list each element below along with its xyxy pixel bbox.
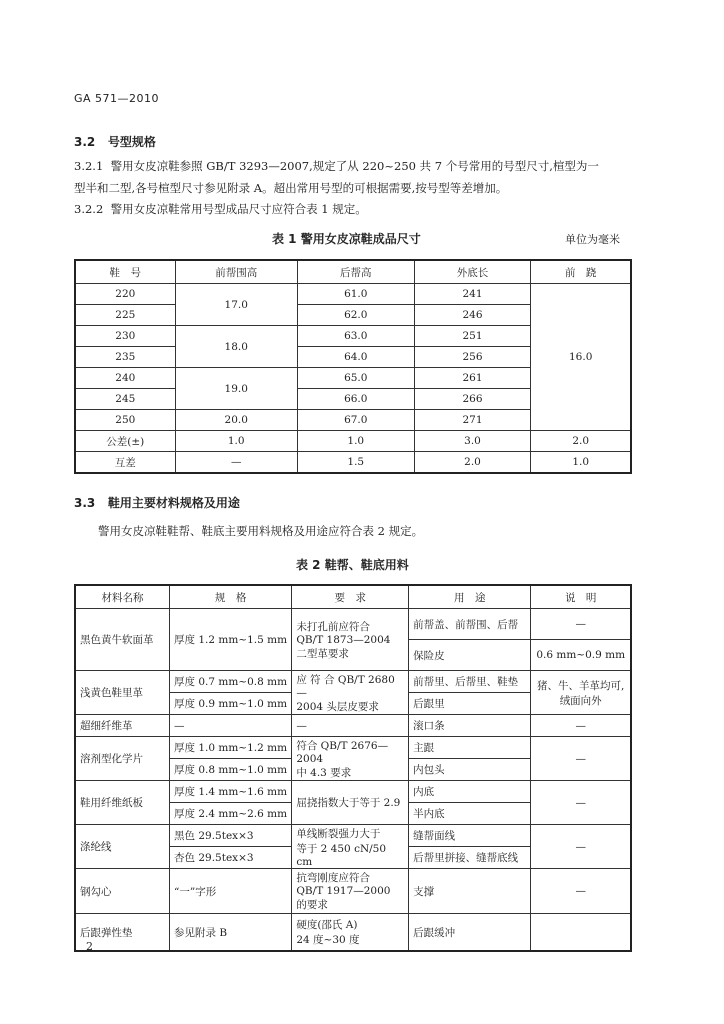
- mutual-cell: 1.0: [531, 452, 631, 474]
- col-header: 材料名称: [75, 585, 170, 609]
- mutual-cell: 1.5: [297, 452, 414, 474]
- clause-text: 警用女皮凉鞋参照 GB/T 3293—2007,规定了从 220~250 共 7 个号常用的号型尺寸,楦型为一: [110, 159, 599, 173]
- table1-caption: 表 1 警用女皮凉鞋成品尺寸: [272, 232, 421, 246]
- use-cell: 后跟缓冲: [409, 914, 531, 952]
- col-header: 鞋 号: [75, 260, 175, 284]
- clause-number: 3.2.1: [74, 159, 104, 173]
- use-cell: 后跟里: [409, 693, 531, 715]
- table-1: [74, 259, 632, 474]
- clause-number: 3.2.2: [74, 202, 104, 216]
- spec-cell: 厚度 0.7 mm~0.8 mm: [170, 671, 292, 693]
- table-header-row: [75, 585, 631, 609]
- table-row: [75, 869, 631, 914]
- sole-length-cell: 271: [414, 410, 531, 431]
- back-height-cell: 62.0: [297, 305, 414, 326]
- requirement-line: 24 度~30 度: [296, 934, 360, 946]
- sole-length-cell: 266: [414, 389, 531, 410]
- use-cell: 后帮里拼接、缝帮底线: [409, 847, 531, 869]
- use-cell: 主跟: [409, 737, 531, 759]
- use-cell: 内底: [409, 781, 531, 803]
- spec-cell: 杏色 29.5tex×3: [170, 847, 292, 869]
- sole-length-cell: 261: [414, 368, 531, 389]
- material-name: 后跟弹性垫: [75, 914, 170, 952]
- note-cell: —: [531, 825, 631, 869]
- use-cell: 前帮里、后帮里、鞋垫: [409, 671, 531, 693]
- tolerance-cell: 1.0: [297, 431, 414, 452]
- standard-code: GA 571—2010: [74, 92, 160, 105]
- back-height-cell: 61.0: [297, 284, 414, 305]
- material-name: 钢勾心: [75, 869, 170, 914]
- paragraph-3-2-1-line1: [74, 158, 599, 174]
- material-name: 鞋用纤维纸板: [75, 781, 170, 825]
- table-row: [75, 715, 631, 737]
- requirement-line: 等于 2 450 cN/50 cm: [296, 842, 387, 868]
- tolerance-row: [75, 431, 631, 452]
- row-label: 公差(±): [75, 431, 175, 452]
- col-header: 规 格: [170, 585, 292, 609]
- section-number: 3.2: [74, 135, 96, 149]
- spec-cell: 厚度 0.8 mm~1.0 mm: [170, 759, 292, 781]
- paragraph-3-2-1-line2: 型半和二型,各号楦型尺寸参见附录 A。超出常用号型的可根据需要,按号型等差增加。: [74, 181, 508, 195]
- use-cell: 保险皮: [409, 640, 531, 671]
- section-number: 3.3: [74, 496, 96, 510]
- note-cell: —: [531, 781, 631, 825]
- note-cell: —: [531, 715, 631, 737]
- requirement-line: 中 4.3 要求: [296, 766, 352, 779]
- requirement-cell: [292, 869, 409, 914]
- table-header-row: [75, 260, 631, 284]
- size-cell: 225: [75, 305, 175, 326]
- requirement-line: 单线断裂强力大于: [296, 827, 381, 840]
- back-height-cell: 67.0: [297, 410, 414, 431]
- requirement-line: QB/T 1873—2004: [296, 633, 391, 646]
- spec-cell: 厚度 0.9 mm~1.0 mm: [170, 693, 292, 715]
- sole-length-cell: 256: [414, 347, 531, 368]
- col-header: 后帮高: [297, 260, 414, 284]
- use-cell: 滚口条: [409, 715, 531, 737]
- note-cell: —: [531, 609, 631, 640]
- col-header: 用 途: [409, 585, 531, 609]
- requirement-line: 抗弯刚度应符合: [296, 872, 370, 884]
- use-cell: 缝帮面线: [409, 825, 531, 847]
- col-header: 说 明: [531, 585, 631, 609]
- section-title: 鞋用主要材料规格及用途: [107, 496, 240, 510]
- spec-cell: 厚度 2.4 mm~2.6 mm: [170, 803, 292, 825]
- table2-caption: 表 2 鞋帮、鞋底用料: [296, 558, 409, 572]
- spec-cell: 参见附录 B: [170, 914, 292, 952]
- mutual-cell: —: [175, 452, 297, 474]
- paragraph-3-2-2: [74, 201, 367, 217]
- table1-unit: 单位为毫米: [565, 233, 620, 246]
- note-line: 猪、牛、羊革均可,: [537, 679, 625, 692]
- requirement-cell: —: [292, 715, 409, 737]
- spec-cell: 厚度 1.0 mm~1.2 mm: [170, 737, 292, 759]
- page-number: 2: [86, 940, 93, 953]
- requirement-cell: [292, 671, 409, 715]
- table-row: [75, 737, 631, 759]
- material-name: 超细纤维革: [75, 715, 170, 737]
- sole-length-cell: 251: [414, 326, 531, 347]
- size-cell: 250: [75, 410, 175, 431]
- back-height-cell: 65.0: [297, 368, 414, 389]
- spec-cell: 厚度 1.4 mm~1.6 mm: [170, 781, 292, 803]
- back-height-cell: 63.0: [297, 326, 414, 347]
- toe-spring-cell: 16.0: [531, 284, 631, 431]
- material-name: 涤纶线: [75, 825, 170, 869]
- spec-cell: —: [170, 715, 292, 737]
- front-height-cell: 19.0: [175, 368, 297, 410]
- front-height-cell: 18.0: [175, 326, 297, 368]
- size-cell: 240: [75, 368, 175, 389]
- material-name: 浅黄色鞋里革: [75, 671, 170, 715]
- requirement-line: 应 符 合 QB/T 2680—: [296, 673, 395, 699]
- table-row: [75, 825, 631, 847]
- sole-length-cell: 246: [414, 305, 531, 326]
- col-header: 要 求: [292, 585, 409, 609]
- clause-text: 警用女皮凉鞋常用号型成品尺寸应符合表 1 规定。: [110, 202, 367, 216]
- requirement-cell: [292, 825, 409, 869]
- tolerance-cell: 2.0: [531, 431, 631, 452]
- use-cell: 半内底: [409, 803, 531, 825]
- spec-cell: 黑色 29.5tex×3: [170, 825, 292, 847]
- front-height-cell: 17.0: [175, 284, 297, 326]
- size-cell: 235: [75, 347, 175, 368]
- material-name: 溶剂型化学片: [75, 737, 170, 781]
- use-cell: 内包头: [409, 759, 531, 781]
- note-cell: [531, 671, 631, 715]
- requirement-line: 硬度(邵氏 A): [296, 919, 358, 931]
- note-cell: 0.6 mm~0.9 mm: [531, 640, 631, 671]
- tolerance-cell: 3.0: [414, 431, 531, 452]
- note-cell: —: [531, 737, 631, 781]
- spec-cell: 厚度 1.2 mm~1.5 mm: [170, 609, 292, 671]
- size-cell: 230: [75, 326, 175, 347]
- col-header: 前 跷: [531, 260, 631, 284]
- requirement-cell: [292, 737, 409, 781]
- mutual-diff-row: [75, 452, 631, 474]
- table-row: [75, 671, 631, 693]
- table-2: [74, 584, 632, 952]
- row-label: 互差: [75, 452, 175, 474]
- requirement-line: QB/T 1917—2000 的要求: [296, 885, 391, 911]
- material-name: 黑色黄牛软面革: [75, 609, 170, 671]
- note-cell: —: [531, 869, 631, 914]
- front-height-cell: 20.0: [175, 410, 297, 431]
- note-line: 绒面向外: [559, 694, 602, 707]
- requirement-cell: 屈挠指数大于等于 2.9: [292, 781, 409, 825]
- col-header: 外底长: [414, 260, 531, 284]
- back-height-cell: 64.0: [297, 347, 414, 368]
- tolerance-cell: 1.0: [175, 431, 297, 452]
- use-cell: 支撑: [409, 869, 531, 914]
- paragraph-3-3: 警用女皮凉鞋鞋帮、鞋底主要用料规格及用途应符合表 2 规定。: [98, 524, 424, 538]
- section-3-2-heading: [74, 133, 156, 150]
- size-cell: 245: [75, 389, 175, 410]
- col-header: 前帮围高: [175, 260, 297, 284]
- requirement-cell: [292, 914, 409, 952]
- requirement-line: 符合 QB/T 2676—2004: [296, 739, 389, 765]
- sole-length-cell: 241: [414, 284, 531, 305]
- table-row: [75, 609, 631, 640]
- spec-cell: “一”字形: [170, 869, 292, 914]
- section-title: 号型规格: [107, 135, 156, 149]
- requirement-line: 未打孔前应符合: [296, 620, 370, 633]
- section-3-3-heading: [74, 494, 240, 511]
- requirement-cell: [292, 609, 409, 671]
- table-row: [75, 781, 631, 803]
- note-cell: [531, 914, 631, 952]
- requirement-line: 二型革要求: [296, 647, 349, 660]
- back-height-cell: 66.0: [297, 389, 414, 410]
- requirement-line: 2004 头层皮要求: [296, 700, 379, 713]
- use-cell: 前帮盖、前帮围、后帮: [409, 609, 531, 640]
- table-row: [75, 914, 631, 952]
- mutual-cell: 2.0: [414, 452, 531, 474]
- table-row: [75, 284, 631, 305]
- size-cell: 220: [75, 284, 175, 305]
